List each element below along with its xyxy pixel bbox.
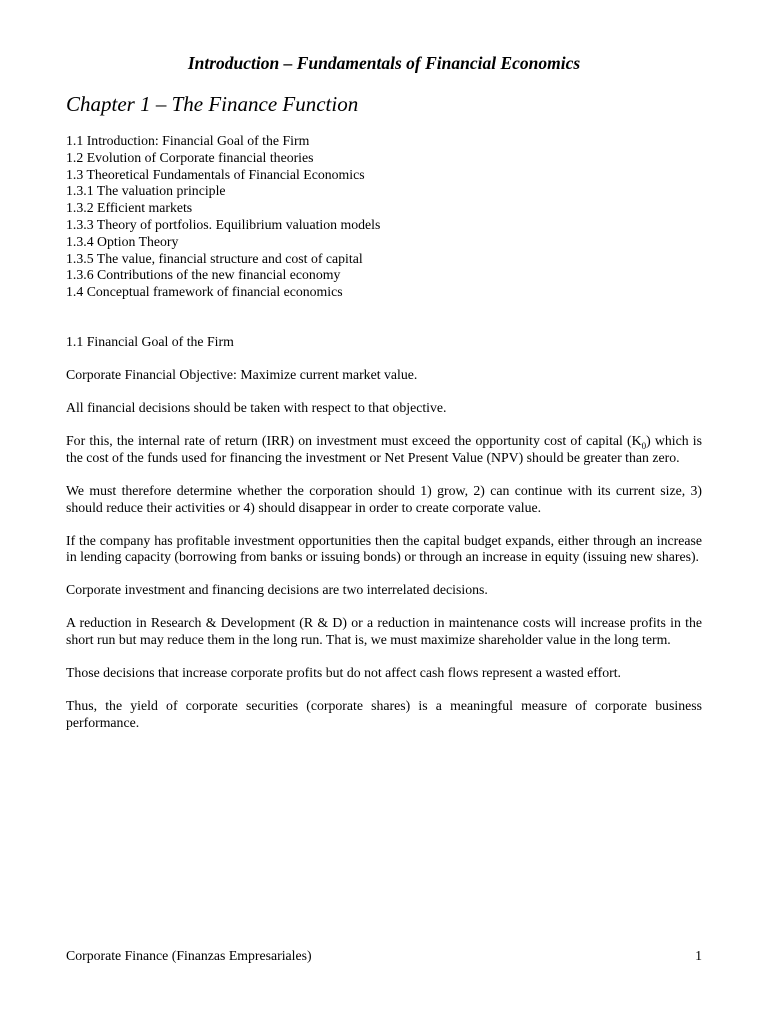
chapter-title: Chapter 1 – The Finance Function	[66, 92, 359, 116]
section-body	[66, 334, 702, 748]
paragraph: Corporate Financial Objective: Maximize current market value.	[66, 366, 418, 382]
toc-item: 1.3.3 Theory of portfolios. Equilibrium valuation models	[66, 216, 381, 232]
toc-item: 1.3 Theoretical Fundamentals of Financial Economics	[66, 166, 365, 182]
toc-item: 1.3.6 Contributions of the new financial economy	[66, 267, 341, 283]
paragraph: We must therefore determine whether the corporation should 1) grow, 2) can continue with its current size, 3) should reduce their activities or 4) should disappear in order to create corporate value.	[66, 482, 702, 515]
toc-item: 1.3.5 The value, financial structure and cost of capital	[66, 250, 363, 266]
paragraph: If the company has profitable investment opportunities then the capital budget expands, either through an increase in lending capacity (borrowing from banks or issuing bonds) or through an increase in equity (issuing new shares).	[66, 532, 702, 565]
paragraph: A reduction in Research & Development (R & D) or a reduction in maintenance costs will increase profits in the short run but may reduce them in the long run. That is, we must maximize shareholder value in the long term.	[66, 615, 702, 648]
toc-item: 1.3.2 Efficient markets	[66, 200, 193, 216]
paragraph: Corporate investment and financing decisions are two interrelated decisions.	[66, 582, 488, 598]
toc-item: 1.2 Evolution of Corporate financial theories	[66, 149, 314, 165]
paragraph-text: For this, the internal rate of return (IRR) on investment must exceed the opportunity cost of capital (K	[66, 432, 642, 448]
paragraph: Those decisions that increase corporate profits but do not affect cash flows represent a wasted effort.	[66, 665, 622, 681]
toc-item: 1.4 Conceptual framework of financial economics	[66, 284, 343, 300]
toc-item: 1.3.1 The valuation principle	[66, 183, 226, 199]
footer-title: Corporate Finance (Finanzas Empresariales)	[66, 948, 312, 963]
table-of-contents	[66, 133, 706, 301]
subscript: 0	[641, 440, 647, 451]
paragraph: Thus, the yield of corporate securities (corporate shares) is a meaningful measure of corporate business performance.	[66, 698, 702, 730]
toc-item: 1.3.4 Option Theory	[66, 233, 179, 249]
document-title: Introduction – Fundamentals of Financial Economics	[187, 53, 581, 73]
paragraph-text: ) which is the cost of the funds used for financing the investment or Net Present Value (NPV) should be greater than zero.	[66, 432, 702, 465]
section-heading: 1.1 Financial Goal of the Firm	[66, 334, 234, 349]
paragraph-irr	[66, 433, 702, 467]
page-number: 1	[695, 948, 702, 963]
toc-item: 1.1 Introduction: Financial Goal of the Firm	[66, 133, 310, 148]
paragraph: All financial decisions should be taken with respect to that objective.	[66, 399, 447, 415]
